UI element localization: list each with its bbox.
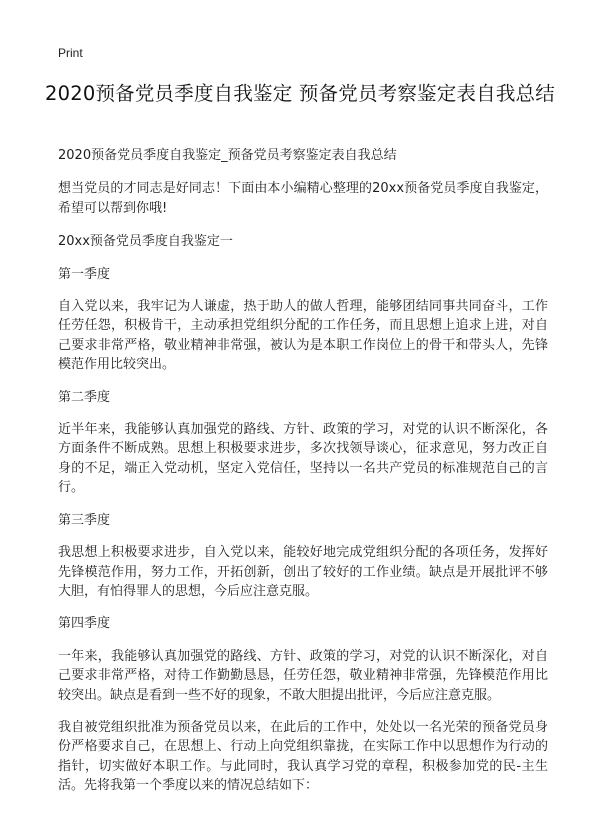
season-heading-3: 第三季度 xyxy=(58,512,111,528)
document-title: 2020预备党员季度自我鉴定 预备党员考察鉴定表自我总结 xyxy=(45,82,555,105)
season-heading-1: 第一季度 xyxy=(58,266,111,282)
print-link[interactable]: Print xyxy=(58,46,83,60)
closing-paragraph: 我自被党组织批准为预备党员以来，在此后的工作中，处处以一名光荣的预备党员身份严格要求自己，在思想上、行动上向党组织靠拢，在实际工作中以思想作为行动的指针，切实做好本职工作。与此同时，我认真学习党的章程，积极参加党的民-主生活。先将我第一个季度以来的情况总结如下： xyxy=(58,719,548,794)
season-paragraph-4: 一年来，我能够认真加强党的路线、方针、政策的学习，对党的认识不断深化，对自己要求非常严格，对待工作勤勤恳恳，任劳任怨，敬业精神非常强，先锋模范作用比较突出。缺点是看到一些不好的现象，不敢大胆提出批评，今后应注意克服。 xyxy=(58,648,548,703)
document-body xyxy=(58,146,548,809)
section-heading: 20xx预备党员季度自我鉴定一 xyxy=(58,234,233,250)
season-heading-4: 第四季度 xyxy=(58,616,111,632)
season-heading-2: 第二季度 xyxy=(58,389,111,405)
document-subtitle: 2020预备党员季度自我鉴定_预备党员考察鉴定表自我总结 xyxy=(58,148,397,163)
season-paragraph-1: 自入党以来，我牢记为人谦虚，热于助人的做人哲理，能够团结同事共同奋斗，工作任劳任怨，积极肯干，主动承担党组织分配的工作任务，而且思想上追求上进，对自己要求非常严格，敬业精神非常强，被认为是本职工作岗位上的骨干和带头人，先锋模范作用比较突出。 xyxy=(58,299,548,373)
season-paragraph-3: 我思想上积极要求进步，自入党以来，能较好地完成党组织分配的各项任务，发挥好先锋模范作用，努力工作，开拓创新，创出了较好的工作业绩。缺点是开展批评不够大胆，有怕得罪人的思想，今后应注意克服。 xyxy=(58,545,548,599)
season-paragraph-2: 近半年来，我能够认真加强党的路线、方针、政策的学习，对党的认识不断深化，各方面条件不断成熟。思想上积极要求进步，多次找领导谈心，征求意见，努力改正自身的不足，端正入党动机，坚定入党信任，坚持以一名共产党员的标准规范自己的言行。 xyxy=(58,422,548,496)
intro-paragraph: 想当党员的才同志是好同志！下面由本小编精心整理的20xx预备党员季度自我鉴定，希望可以帮到你哦! xyxy=(58,181,548,216)
